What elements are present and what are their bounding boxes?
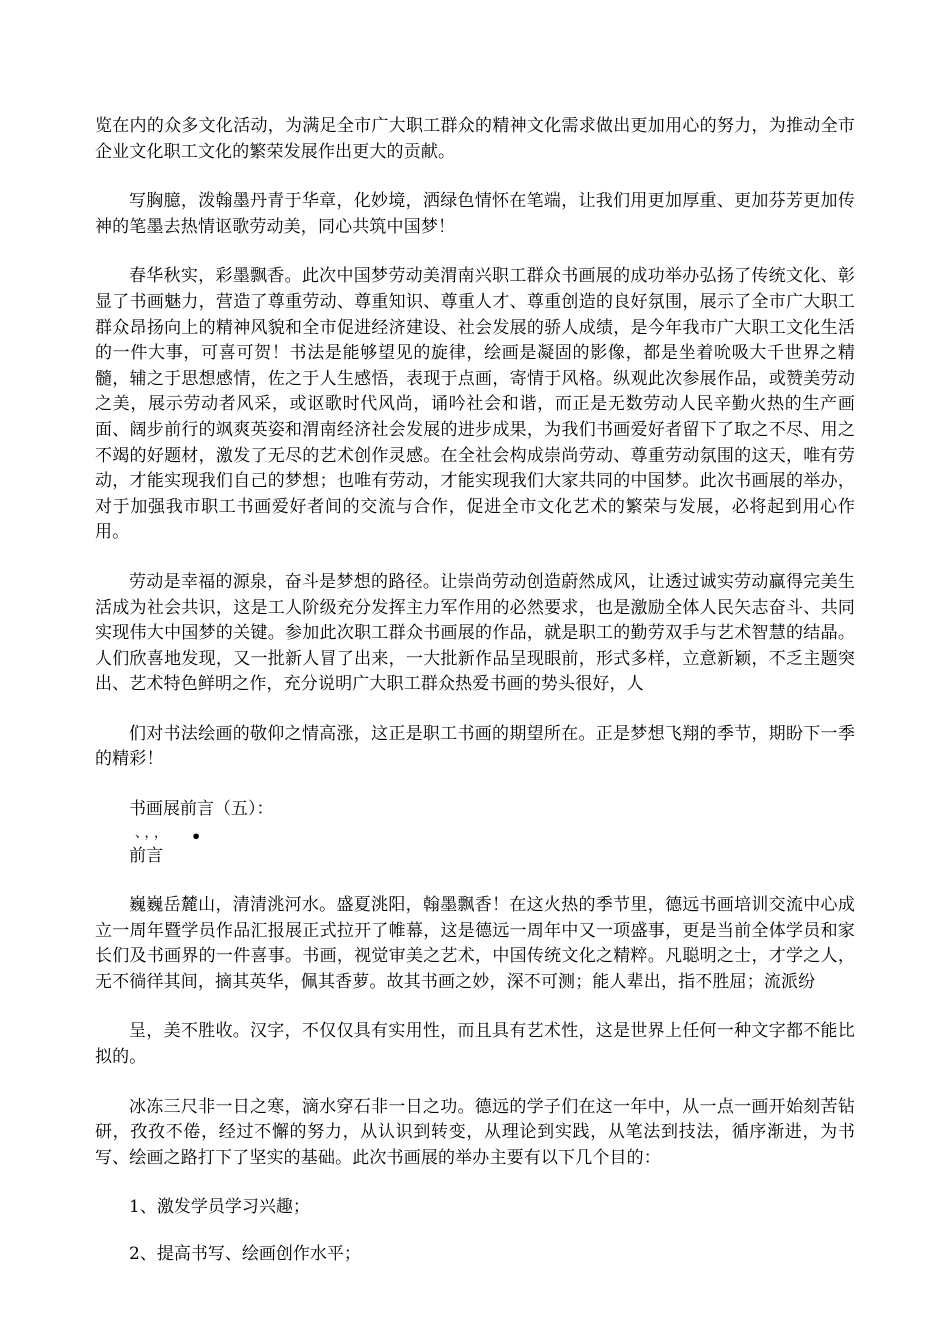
paragraph-continuation: 览在内的众多文化活动，为满足全市广大职工群众的精神文化需求做出更加用心的努力，为推动全市企业文化职工文化的繁荣发展作出更大的贡献。 (95, 116, 855, 162)
paragraph: 春华秋实，彩墨飘香。此次中国梦劳动美渭南兴职工群众书画展的成功举办弘扬了传统文化、彰显了书画魅力，营造了尊重劳动、尊重知识、尊重人才、尊重创造的良好氛围，展示了全市广大职工群众昂扬向上的精神风貌和全市促进经济建设、社会发展的骄人成绩，是今年我市广大职工文化生活的一件大事，可喜可贺！书法是能够望见的旋律，绘画是凝固的影像，都是坐着吮吸大千世界之精髓，辅之于思想感情，佐之于人生感悟，表现于点画，寄情于风格。纵观此次参展作品，或赞美劳动之美，展示劳动者风采，或讴歌时代风尚，诵吟社会和谐，而正是无数劳动人民辛勤火热的生产画面、阔步前行的飒爽英姿和渭南经济社会发展的进步成果，为我们书画爱好者留下了取之不尽、用之不竭的好题材，激发了无尽的艺术创作灵感。在全社会构成崇尚劳动、尊重劳动氛围的这天，唯有劳动，才能实现我们自己的梦想；也唯有劳动，才能实现我们大家共同的中国梦。此次书画展的举办，对于加强我市职工书画爱好者间的交流与合作，促进全市文化艺术的繁荣与发展，必将起到用心作用。 (95, 266, 855, 543)
paragraph: 写胸臆，泼翰墨丹青于华章，化妙境，洒绿色情怀在笔端，让我们用更加厚重、更加芬芳更加传神的笔墨去热情讴歌劳动美，同心共筑中国梦！ (95, 191, 855, 237)
list-item: 1、激发学员学习兴趣； (129, 1197, 310, 1218)
stray-commas: 、，， (135, 826, 171, 842)
paragraph: 冰冻三尺非一日之寒，滴水穿石非一日之功。德远的学子们在这一年中，从一点一画开始刻苦钻研，孜孜不倦，经过不懈的努力，从认识到转变，从理论到实践，从笔法到技法，循序渐进，为书写、绘画之路打下了坚实的基础。此次书画展的举办主要有以下几个目的： (95, 1096, 855, 1168)
paragraph: 巍巍岳麓山，清清洮河水。盛夏洮阳，翰墨飘香！在这火热的季节里，德远书画培训交流中心成立一周年暨学员作品汇报展正式拉开了帷幕，这是德远一周年中又一项盛事，更是当前全体学员和家长们及书画界的一件喜事。书画，视觉审美之艺术，中国传统文化之精粹。凡聪明之士，才学之人，无不徜徉其间，摘其英华，佩其香萝。故其书画之妙，深不可测；能人辈出，指不胜屈；流派纷 (95, 895, 855, 992)
subheading: 前言 (129, 846, 163, 867)
paragraph: 们对书法绘画的敬仰之情高涨，这正是职工书画的期望所在。正是梦想飞翔的季节，期盼下一季的精彩！ (95, 723, 855, 770)
section-heading: 书画展前言（五）： (129, 799, 274, 820)
paragraph: 劳动是幸福的源泉，奋斗是梦想的路径。让崇尚劳动创造蔚然成风，让透过诚实劳动赢得完美生活成为社会共识，这是工人阶级充分发挥主力军作用的必然要求，也是激励全体人民矢志奋斗、共同实现伟大中国梦的关键。参加此次职工群众书画展的作品，就是职工的勤劳双手与艺术智慧的结晶。人们欣喜地发现，又一批新人冒了出来，一大批新作品呈现眼前，形式多样，立意新颖，不乏主题突出、艺术特色鲜明之作，充分说明广大职工群众热爱书画的势头很好，人 (95, 571, 855, 695)
list-item: 2、提高书写、绘画创作水平； (129, 1244, 361, 1265)
bullet-dot: • (191, 827, 202, 847)
paragraph: 呈，美不胜收。汉字，不仅仅具有实用性，而且具有艺术性，这是世界上任何一种文字都不能比拟的。 (95, 1021, 855, 1068)
stray-marks (129, 826, 219, 847)
